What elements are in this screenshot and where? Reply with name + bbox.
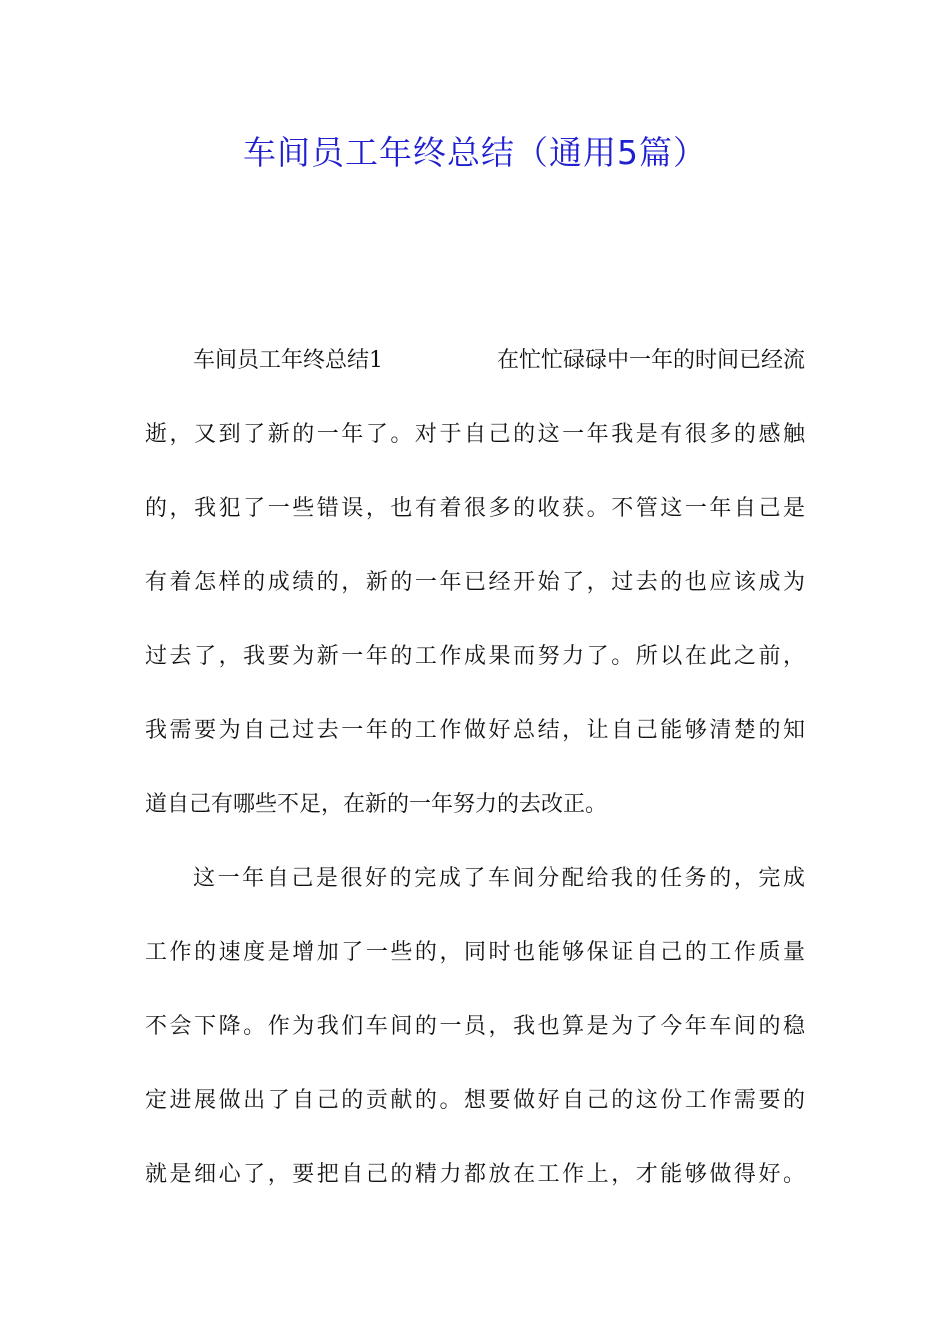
paragraph-2-line-1: 这一年自己是很好的完成了车间分配给我的任务的，完成 <box>193 866 805 891</box>
paragraph-2-line-4: 定进展做出了自己的贡献的。想要做好自己的这份工作需要的 <box>145 1088 805 1113</box>
paragraph-2-line-5: 就是细心了，要把自己的精力都放在工作上，才能够做得好。 <box>145 1162 805 1187</box>
paragraph-1-line-5: 过去了，我要为新一年的工作成果而努力了。所以在此之前， <box>145 644 805 669</box>
paragraph-1-line-7: 道自己有哪些不足，在新的一年努力的去改正。 <box>145 792 608 817</box>
paragraph-1-line-3: 的，我犯了一些错误，也有着很多的收获。不管这一年自己是 <box>145 496 805 521</box>
paragraph-1-text-start: 在忙忙碌碌中一年的时间已经流 <box>496 348 805 373</box>
paragraph-2-line-3: 不会下降。作为我们车间的一员，我也算是为了今年车间的稳 <box>145 1014 805 1039</box>
paragraph-1-line-1 <box>145 336 805 410</box>
section-heading: 车间员工年终总结1 <box>193 348 383 373</box>
paragraph-1-line-2: 逝，又到了新的一年了。对于自己的这一年我是有很多的感触 <box>145 422 805 447</box>
document-title: 车间员工年终总结（通用5篇） <box>243 133 707 172</box>
paragraph-1-line-4: 有着怎样的成绩的，新的一年已经开始了，过去的也应该成为 <box>145 570 805 595</box>
paragraph-2-line-2: 工作的速度是增加了一些的，同时也能够保证自己的工作质量 <box>145 940 805 965</box>
paragraph-1-line-6: 我需要为自己过去一年的工作做好总结，让自己能够清楚的知 <box>145 718 805 743</box>
document-body <box>145 336 805 1224</box>
